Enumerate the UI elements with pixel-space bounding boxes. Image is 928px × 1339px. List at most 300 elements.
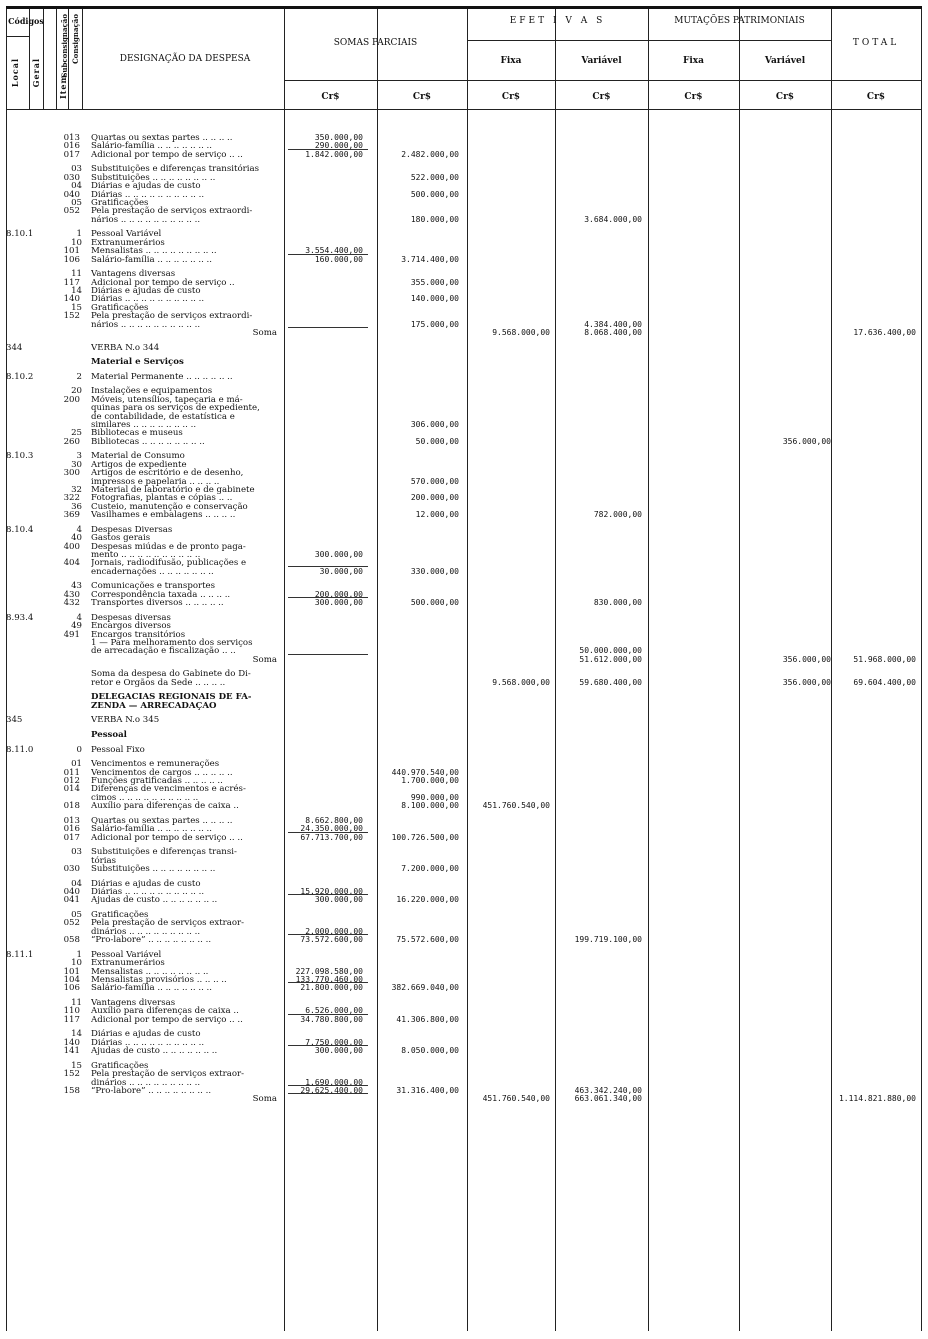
codigos-header: Códigos <box>8 16 44 26</box>
description-text: ZENDA — ARRECADAÇÃO <box>91 700 217 711</box>
value-c4: 782.000,00 <box>593 510 642 520</box>
description-text: DELEGACIAS REGIONAIS DE FA- <box>91 692 252 703</box>
soma-row <box>0 328 928 338</box>
code-subconsignacao: 40 <box>71 533 82 544</box>
description-text: Material Permanente .. .. .. .. .. .. <box>91 371 233 382</box>
description-text: Extranumerários <box>91 958 165 969</box>
description-text: Despesas Diversas <box>91 524 173 535</box>
description-text: Quartas ou sextas partes .. .. .. .. <box>91 133 233 143</box>
subtotal-rule <box>288 654 368 655</box>
description-text: Quartas ou sextas partes .. .. .. .. <box>91 815 233 826</box>
description-text: Bibliotecas e museus <box>91 428 183 439</box>
description-text: Gratificações <box>91 302 149 313</box>
value-c7: 51.968.000,00 <box>853 654 916 664</box>
efetivas-header: EFET I V A S <box>509 16 606 26</box>
code-item: 110 <box>63 1006 80 1017</box>
value-c2: 570.000,00 <box>410 476 459 486</box>
code-subconsignacao: 01 <box>71 759 82 770</box>
description-text: de contabilidade, de estatística e <box>91 411 235 422</box>
value-c2: 306.000,00 <box>410 420 459 429</box>
description-text: VERBA N.o 345 <box>91 715 160 726</box>
total-header: TOTAL <box>852 38 900 48</box>
description-text: Ajudas de custo .. .. .. .. .. .. .. <box>91 1046 218 1057</box>
value-c2: 8.050.000,00 <box>401 1046 459 1056</box>
description-text: 1 — Para melhoramento dos serviços <box>91 638 253 648</box>
value-c1: 29.625.400,00 <box>300 1086 363 1095</box>
table-row <box>0 437 928 447</box>
subtotal-rule <box>288 149 368 150</box>
description-text: Bibliotecas .. .. .. .. .. .. .. .. <box>91 436 205 447</box>
code-item: 017 <box>63 832 80 843</box>
value-c6: 356.000,00 <box>782 436 831 446</box>
designacao-header: DESIGNAÇÃO DA DESPESA <box>119 54 251 64</box>
value-c1: 34.780.800,00 <box>300 1014 363 1024</box>
subconsignacao-header: Subconsignação <box>60 14 69 78</box>
value-c2: 50.000,00 <box>415 436 459 446</box>
description-text: Mensalistas provisórios .. .. .. .. <box>91 975 227 985</box>
description-text: Diárias .. .. .. .. .. .. .. .. .. .. <box>91 189 205 200</box>
description-text: Auxílio para diferenças de caixa .. <box>91 1006 239 1017</box>
value-c2: 7.200.000,00 <box>401 864 459 873</box>
code-local: 8.11.1 <box>6 949 34 960</box>
description-text: Pessoal Fixo <box>91 744 145 755</box>
code-item: 400 <box>63 541 80 552</box>
code-subconsignacao: 32 <box>71 485 82 495</box>
somas-parciais-header: SOMAS PARCIAIS <box>333 38 418 48</box>
value-c4: 663.061.340,00 <box>574 1094 642 1104</box>
subtotal-rule <box>288 1093 368 1094</box>
description-text: Material e Serviços <box>91 357 184 368</box>
description-text: quinas para os serviços de expediente, <box>91 403 260 414</box>
code-item: 106 <box>63 983 80 994</box>
description-text: Diárias e ajudas de custo <box>91 286 201 296</box>
currency-c1: Cr$ <box>321 92 340 102</box>
description-text: Vantagens diversas <box>91 269 176 280</box>
currency-c7: Cr$ <box>866 92 886 102</box>
description-text: Diárias .. .. .. .. .. .. .. .. .. .. <box>91 294 205 305</box>
description-text: “Pro-labore” .. .. .. .. .. .. .. .. <box>91 1086 212 1096</box>
value-c2: 2.482.000,00 <box>401 149 459 159</box>
description-text: Correspondência taxada .. .. .. .. <box>91 589 231 600</box>
description-text: Salário-família .. .. .. .. .. .. .. <box>91 824 213 835</box>
table-row <box>0 745 928 755</box>
value-c2: 3.714.400,00 <box>401 254 459 264</box>
table-row <box>0 983 928 993</box>
subtotal-rule <box>288 566 368 567</box>
value-c4: 4.384.400,00 <box>584 319 642 329</box>
description-text: Transportes diversos .. .. .. .. .. <box>91 598 224 609</box>
value-c1: 133.770.460,00 <box>295 975 363 984</box>
table-row <box>0 357 928 367</box>
consignacao-header: Consignação <box>71 14 80 64</box>
value-c4: 50.000.000,00 <box>579 646 642 656</box>
code-subconsignacao: 04 <box>71 878 82 889</box>
code-item: 152 <box>63 311 80 322</box>
code-item: 013 <box>63 133 80 143</box>
description-text: Salário-família .. .. .. .. .. .. .. <box>91 254 213 265</box>
code-local: 8.10.2 <box>6 371 34 382</box>
value-c7: 1.114.821.880,00 <box>838 1094 916 1104</box>
code-item: 014 <box>63 784 80 795</box>
code-item: 030 <box>63 172 80 183</box>
code-item: 117 <box>63 1014 80 1025</box>
code-item: 322 <box>63 493 80 504</box>
geral-header: Geral <box>31 58 41 88</box>
rule-item <box>56 9 57 109</box>
value-c4: 51.612.000,00 <box>579 654 642 664</box>
description-text: encadernações .. .. .. .. .. .. .. <box>91 566 214 577</box>
table-row <box>0 372 928 382</box>
value-c2: 522.000,00 <box>410 172 459 182</box>
value-c1: 200.000,00 <box>314 589 363 599</box>
value-c4: 463.342.240,00 <box>574 1086 642 1095</box>
value-c1: 1.690.000,00 <box>305 1077 363 1087</box>
value-c2: 180.000,00 <box>410 214 459 224</box>
subtotal-rule <box>288 894 368 895</box>
table-row <box>0 730 928 740</box>
value-c4: 59.680.400,00 <box>579 677 642 687</box>
description-text: Substituições .. .. .. .. .. .. .. .. <box>91 172 216 183</box>
fixa-header: Fixa <box>500 56 522 66</box>
code-item: 141 <box>63 1046 80 1057</box>
description-text: Despesas diversas <box>91 612 171 623</box>
table-row <box>0 864 928 874</box>
value-c1: 300.000,00 <box>314 1046 363 1056</box>
code-local: 8.10.4 <box>6 524 34 535</box>
description-text: Instalações e equipamentos <box>91 386 213 397</box>
description-text: Material de laboratório e de gabinete <box>91 485 255 495</box>
code-item: 016 <box>63 824 80 835</box>
description-text: Pela prestação de serviços extraor- <box>91 1069 245 1080</box>
value-c2: 75.572.600,00 <box>396 935 459 945</box>
table-row <box>0 678 928 688</box>
code-subconsignacao: 0 <box>76 744 82 755</box>
value-c1: 15.920.000,00 <box>300 887 363 896</box>
description-text: Ajudas de custo .. .. .. .. .. .. .. <box>91 895 218 906</box>
table-row <box>0 598 928 608</box>
description-text: Gastos gerais <box>91 533 151 544</box>
subtotal-rule <box>288 597 368 598</box>
description-text: Vencimentos de cargos .. .. .. .. .. <box>91 767 233 778</box>
description-text: Diárias .. .. .. .. .. .. .. .. .. .. <box>91 887 205 897</box>
value-c4: 8.068.400,00 <box>584 328 642 337</box>
value-c3: 9.568.000,00 <box>492 328 550 337</box>
code-subconsignacao: 11 <box>71 998 82 1008</box>
table-row <box>0 801 928 811</box>
description-text: Diferenças de vencimentos e acrés- <box>91 784 246 795</box>
soma-label: Soma <box>252 1094 277 1105</box>
code-subconsignacao: 11 <box>71 269 82 280</box>
code-item: 158 <box>63 1086 80 1096</box>
soma-label: Soma <box>252 328 277 338</box>
code-item: 040 <box>63 887 80 897</box>
currency-c3: Cr$ <box>501 92 521 102</box>
description-text: Artigos de expediente <box>91 459 187 470</box>
value-c1: 300.000,00 <box>314 550 363 559</box>
currency-c6: Cr$ <box>775 92 795 102</box>
code-local: 344 <box>6 342 23 353</box>
value-c1: 300.000,00 <box>314 598 363 608</box>
table-row <box>0 150 928 160</box>
code-subconsignacao: 05 <box>71 910 82 920</box>
code-item: 030 <box>63 864 80 874</box>
code-subconsignacao: 05 <box>71 198 82 208</box>
currency-c5: Cr$ <box>684 92 703 102</box>
value-c2: 41.306.800,00 <box>396 1014 459 1024</box>
currency-c2: Cr$ <box>412 92 432 102</box>
mutacoes-header: MUTAÇÕES PATRIMONIAIS <box>674 16 805 26</box>
code-subconsignacao: 3 <box>76 451 82 462</box>
table-row <box>0 715 928 725</box>
code-local: 8.93.4 <box>6 612 34 623</box>
value-c1: 30.000,00 <box>319 566 363 576</box>
value-c2: 200.000,00 <box>410 493 459 503</box>
description-text: Material de Consumo <box>91 451 185 462</box>
soma-row <box>0 655 928 665</box>
value-c1: 1.842.000,00 <box>305 149 363 159</box>
value-c2: 12.000,00 <box>415 510 459 520</box>
value-c1: 73.572.600,00 <box>300 935 363 945</box>
value-c2: 140.000,00 <box>410 294 459 304</box>
description-text: Salário-família .. .. .. .. .. .. .. <box>91 141 213 152</box>
subtotal-rule <box>288 254 368 255</box>
code-item: 040 <box>63 189 80 200</box>
code-item: 432 <box>63 598 80 609</box>
description-text: retor e Orgãos da Sede .. .. .. .. <box>91 677 226 688</box>
description-text: Diárias e ajudas de custo <box>91 878 201 889</box>
description-text: Funções gratificadas .. .. .. .. .. <box>91 776 223 786</box>
code-item: 052 <box>63 206 80 217</box>
value-c2: 355.000,00 <box>410 277 459 287</box>
code-subconsignacao: 4 <box>76 524 82 535</box>
table-row <box>0 215 928 225</box>
subtotal-rule <box>288 934 368 935</box>
description-text: Artigos de escritório e de desenho, <box>91 468 244 479</box>
table-row <box>0 567 928 577</box>
table-row <box>0 343 928 353</box>
code-item: 041 <box>63 895 80 906</box>
value-c6: 356.000,00 <box>782 654 831 664</box>
description-text: Fotografias, plantas e cópias .. .. <box>91 493 233 504</box>
value-c2: 440.970.540,00 <box>391 767 459 777</box>
code-item: 491 <box>63 629 80 640</box>
code-item: 013 <box>63 815 80 826</box>
description-text: impressos e papelaria .. .. .. .. <box>91 476 220 487</box>
description-text: Adicional por tempo de serviço .. .. <box>91 1014 243 1025</box>
description-text: VERBA N.o 344 <box>91 342 160 353</box>
code-item: 104 <box>63 975 80 985</box>
description-text: Móveis, utensílios, tapeçaria e má- <box>91 394 243 405</box>
code-subconsignacao: 14 <box>71 1029 82 1040</box>
description-text: Gratificações <box>91 910 149 920</box>
value-c2: 31.316.400,00 <box>396 1086 459 1095</box>
value-c1: 290.000,00 <box>314 141 363 151</box>
value-c2: 500.000,00 <box>410 598 459 608</box>
code-subconsignacao: 30 <box>71 459 82 470</box>
variavel-mutacoes-header: Variável <box>764 56 806 66</box>
description-text: Mensalistas .. .. .. .. .. .. .. .. .. <box>91 246 217 257</box>
description-text: dinários .. .. .. .. .. .. .. .. .. <box>91 926 201 937</box>
description-text: Soma da despesa do Gabinete do Di- <box>91 669 251 680</box>
code-subconsignacao: 03 <box>71 164 82 175</box>
description-text: Substituições e diferenças transi- <box>91 847 237 858</box>
table-row <box>0 255 928 265</box>
code-item: 260 <box>63 436 80 447</box>
rule-currency <box>284 80 921 81</box>
code-subconsignacao: 04 <box>71 181 82 192</box>
description-text: Pela prestação de serviços extraor- <box>91 918 245 929</box>
code-item: 101 <box>63 246 80 257</box>
description-text: Vantagens diversas <box>91 998 176 1008</box>
description-text: Pessoal Variável <box>91 229 162 240</box>
value-c2: 175.000,00 <box>410 319 459 329</box>
description-text: Diárias e ajudas de custo <box>91 1029 201 1040</box>
code-item: 140 <box>63 294 80 305</box>
rule-efetivas <box>467 40 831 41</box>
value-c3: 451.760.540,00 <box>482 801 550 811</box>
code-local: 8.10.1 <box>6 229 34 240</box>
description-text: dinários .. .. .. .. .. .. .. .. .. <box>91 1077 201 1088</box>
code-item: 058 <box>63 935 80 946</box>
value-c2: 1.700.000,00 <box>401 776 459 785</box>
table-row <box>0 701 928 711</box>
code-item: 300 <box>63 468 80 479</box>
code-item: 152 <box>63 1069 80 1080</box>
description-text: Despesas miúdas e de pronto paga- <box>91 541 246 552</box>
value-c1: 350.000,00 <box>314 133 363 142</box>
table-row <box>0 935 928 945</box>
description-text: Comunicações e transportes <box>91 581 216 592</box>
table-row <box>0 833 928 843</box>
description-text: Custeio, manutenção e conservação <box>91 501 248 512</box>
code-item: 101 <box>63 966 80 977</box>
code-subconsignacao: 4 <box>76 612 82 623</box>
code-item: 140 <box>63 1037 80 1048</box>
code-subconsignacao: 14 <box>71 286 82 296</box>
description-text: mento .. .. .. .. .. .. .. .. .. .. <box>91 550 201 560</box>
value-c2: 990.000,00 <box>410 792 459 802</box>
description-text: Diárias e ajudas de custo <box>91 181 201 192</box>
code-subconsignacao: 15 <box>71 1060 82 1071</box>
code-subconsignacao: 10 <box>71 237 82 248</box>
value-c1: 7.750.000,00 <box>305 1037 363 1047</box>
description-text: Vasilhames e embalagens .. .. .. .. <box>91 510 236 521</box>
value-c1: 24.350.000,00 <box>300 824 363 834</box>
description-text: cimos .. .. .. .. .. .. .. .. .. .. <box>91 792 199 803</box>
code-item: 018 <box>63 801 80 812</box>
description-text: nários .. .. .. .. .. .. .. .. .. .. <box>91 319 201 330</box>
code-item: 404 <box>63 558 80 569</box>
code-local: 8.11.0 <box>6 744 34 755</box>
code-item: 430 <box>63 589 80 600</box>
description-text: Extranumerários <box>91 237 165 248</box>
code-local: 345 <box>6 715 23 726</box>
table-row <box>0 895 928 905</box>
code-subconsignacao: 1 <box>76 229 82 240</box>
table-row <box>0 510 928 520</box>
value-c2: 100.726.500,00 <box>391 832 459 842</box>
description-text: Substituições .. .. .. .. .. .. .. .. <box>91 864 216 874</box>
description-text: Substituições e diferenças transitórias <box>91 164 260 175</box>
description-text: similares .. .. .. .. .. .. .. .. <box>91 420 197 430</box>
code-subconsignacao: 10 <box>71 958 82 969</box>
code-subconsignacao: 15 <box>71 302 82 313</box>
description-text: Pessoal <box>91 730 127 740</box>
subtotal-rule <box>288 1014 368 1015</box>
description-text: “Pro-labore” .. .. .. .. .. .. .. .. <box>91 935 212 946</box>
description-text: Diárias .. .. .. .. .. .. .. .. .. .. <box>91 1037 205 1048</box>
value-c2: 16.220.000,00 <box>396 895 459 905</box>
value-c1: 8.662.800,00 <box>305 815 363 825</box>
code-item: 017 <box>63 149 80 160</box>
soma-row <box>0 1094 928 1104</box>
fixa-mutacoes-header: Fixa <box>682 56 704 66</box>
value-c4: 199.719.100,00 <box>574 935 642 945</box>
description-text: Adicional por tempo de serviço .. .. <box>91 832 243 843</box>
rule-codigos <box>6 36 30 37</box>
value-c4: 3.684.000,00 <box>584 214 642 224</box>
code-item: 106 <box>63 254 80 265</box>
value-c1: 300.000,00 <box>314 895 363 905</box>
item-header: Item <box>58 74 68 99</box>
description-text: Adicional por tempo de serviço .. .. <box>91 149 243 160</box>
value-c2: 500.000,00 <box>410 189 459 199</box>
code-item: 016 <box>63 141 80 152</box>
code-subconsignacao: 36 <box>71 501 82 512</box>
description-text: Pela prestação de serviços extraordi- <box>91 206 253 217</box>
description-text: Auxílio para diferenças de caixa .. <box>91 801 239 812</box>
code-subconsignacao: 25 <box>71 428 82 439</box>
code-item: 011 <box>63 767 80 778</box>
local-header: Local <box>10 58 20 88</box>
subtotal-rule <box>288 1045 368 1046</box>
value-c2: 330.000,00 <box>410 566 459 576</box>
description-text: Encargos transitórios <box>91 629 186 640</box>
subtotal-rule <box>288 982 368 983</box>
subtotal-rule <box>288 832 368 833</box>
code-local: 8.10.3 <box>6 451 34 462</box>
description-text: Salário-família .. .. .. .. .. .. .. <box>91 983 213 994</box>
code-item: 200 <box>63 394 80 405</box>
code-subconsignacao: 49 <box>71 621 82 632</box>
value-c6: 356.000,00 <box>782 677 831 687</box>
subtotal-rule <box>288 327 368 328</box>
value-c1: 3.554.400,00 <box>305 246 363 256</box>
value-c3: 9.568.000,00 <box>492 677 550 687</box>
description-text: Gratificações <box>91 198 149 208</box>
soma-label: Soma <box>252 654 277 665</box>
value-c7: 69.604.400,00 <box>853 677 916 687</box>
currency-c4: Cr$ <box>592 92 611 102</box>
value-c3: 451.760.540,00 <box>482 1094 550 1104</box>
code-item: 012 <box>63 776 80 786</box>
description-text: Gratificações <box>91 1060 149 1071</box>
value-c4: 830.000,00 <box>593 598 642 608</box>
description-text: Encargos diversos <box>91 621 171 632</box>
description-text: Pela prestação de serviços extraordi- <box>91 311 253 322</box>
table-row <box>0 1046 928 1056</box>
description-text: Mensalistas .. .. .. .. .. .. .. .. <box>91 966 209 977</box>
value-c1: 227.098.580,00 <box>295 966 363 976</box>
table-row <box>0 1015 928 1025</box>
description-text: nários .. .. .. .. .. .. .. .. .. .. <box>91 214 201 225</box>
variavel-header: Variável <box>581 56 622 66</box>
description-text: Pessoal Variável <box>91 949 162 960</box>
top-rule <box>6 6 922 9</box>
value-c1: 2.000.000,00 <box>305 926 363 936</box>
description-text: Vencimentos e remunerações <box>91 759 220 770</box>
code-subconsignacao: 03 <box>71 847 82 858</box>
